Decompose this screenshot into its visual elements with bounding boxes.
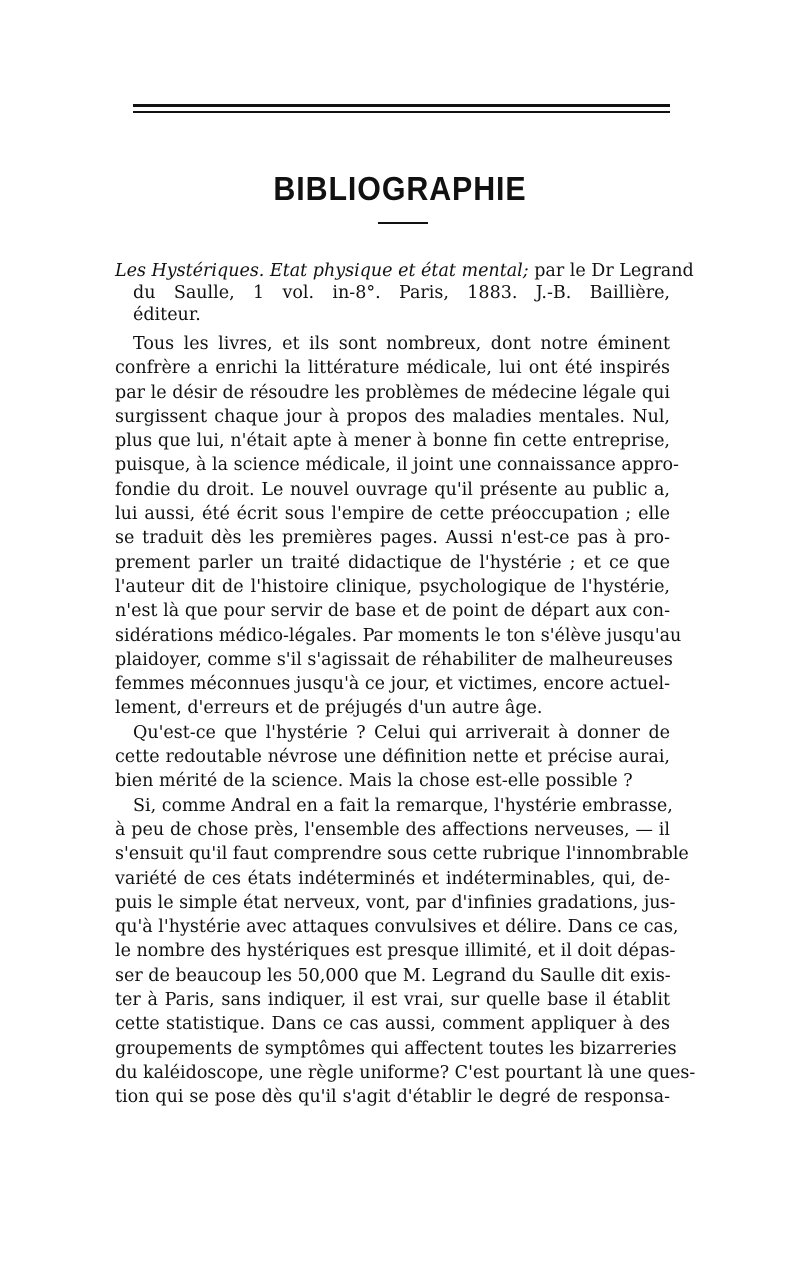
body-line: lui aussi, été écrit sous l'empire de cette préoccupation ; elle (115, 504, 670, 525)
body-line: confrère a enrichi la littérature médicale, lui ont été inspirés (115, 358, 670, 379)
body-line: variété de ces états indéterminés et indéterminables, qui, de- (115, 868, 670, 889)
body-line: tion qui se pose dès qu'il s'agit d'établir le degré de responsa- (115, 1087, 670, 1108)
body-line: plaidoyer, comme s'il s'agissait de réhabiliter de malheureuses (115, 649, 673, 670)
body-line: s'ensuit qu'il faut comprendre sous cette rubrique l'innombrable (115, 844, 689, 865)
header-double-rule-top (133, 104, 670, 107)
body-line: groupements de symptômes qui affectent toutes les bizarreries (115, 1038, 677, 1059)
reference-line: du Saulle, 1 vol. in-8°. Paris, 1883. J.-B. Baillière, (133, 283, 670, 303)
header-double-rule-bottom (133, 111, 670, 113)
body-line: bien mérité de la science. Mais la chose est-elle possible ? (115, 771, 633, 792)
reference-author: par le Dr Legrand (528, 261, 694, 281)
body-line: le nombre des hystériques est presque illimité, et il doit dépas- (115, 941, 676, 962)
body-line: Qu'est-ce que l'hystérie ? Celui qui arriverait à donner de (133, 722, 670, 743)
body-line: du kaléidoscope, une règle uniforme? C'est pourtant là une ques- (115, 1062, 696, 1083)
body-line: à peu de chose près, l'ensemble des affections nerveuses, — il (115, 819, 670, 840)
body-line: par le désir de résoudre les problèmes de médecine légale qui (115, 382, 670, 403)
body-line: femmes méconnues jusqu'à ce jour, et victimes, encore actuel- (115, 674, 670, 695)
body-line: sidérations médico-légales. Par moments le ton s'élève jusqu'au (115, 625, 682, 646)
body-line: n'est là que pour servir de base et de point de départ aux con- (115, 601, 670, 622)
bibliographic-reference (115, 259, 694, 325)
body-line: l'auteur dit de l'histoire clinique, psychologique de l'hystérie, (115, 576, 670, 597)
body-line: Tous les livres, et ils sont nombreux, dont notre éminent (133, 334, 670, 354)
title-underline-rule (378, 222, 428, 224)
reference-line: éditeur. (133, 305, 201, 325)
review-body (115, 332, 696, 1110)
body-line: puis le simple état nerveux, vont, par d'infinies gradations, jus- (115, 892, 676, 913)
body-line: lement, d'erreurs et de préjugés d'un autre âge. (115, 698, 543, 719)
body-line: surgissent chaque jour à propos des maladies mentales. Nul, (115, 406, 670, 427)
reference-title: Les Hystériques. Etat physique et état mental; (115, 261, 529, 281)
body-line: puisque, à la science médicale, il joint une connaissance appro- (115, 455, 679, 476)
body-line: ter à Paris, sans indiquer, il est vrai, sur quelle base il établit (115, 990, 670, 1011)
body-line: fondie du droit. Le nouvel ouvrage qu'il présente au public a, (115, 479, 670, 500)
body-line: ser de beaucoup les 50,000 que M. Legrand du Saulle dit exis- (115, 965, 671, 986)
body-line: cette statistique. Dans ce cas aussi, comment appliquer à des (115, 1014, 670, 1035)
body-line: Si, comme Andral en a fait la remarque, l'hystérie embrasse, (133, 795, 673, 816)
body-line: plus que lui, n'était apte à mener à bonne fin cette entreprise, (115, 431, 670, 452)
body-line: cette redoutable névrose une définition nette et précise aurai, (115, 747, 670, 768)
reference-line (115, 259, 694, 281)
page-title: BIBLIOGRAPHIE (273, 170, 527, 207)
body-line: se traduit dès les premières pages. Aussi n'est-ce pas à pro- (115, 528, 670, 549)
body-line: qu'à l'hystérie avec attaques convulsives et délire. Dans ce cas, (115, 917, 679, 938)
body-line: prement parler un traité didactique de l'hystérie ; et ce que (115, 552, 670, 573)
